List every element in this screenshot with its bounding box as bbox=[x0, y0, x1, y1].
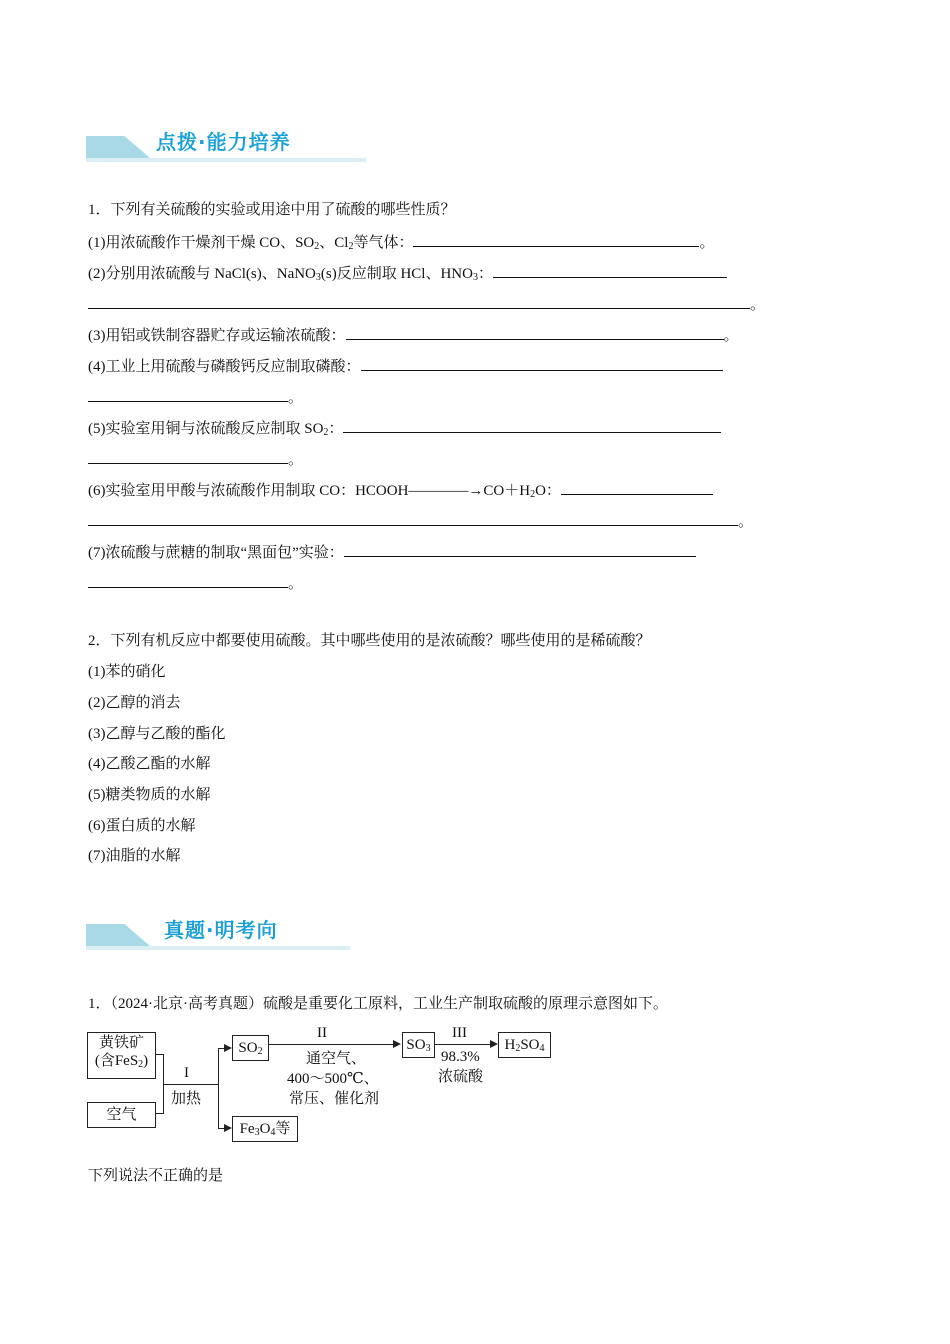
connector-line bbox=[155, 1054, 163, 1055]
so3-box: $SO_3$ bbox=[402, 1032, 435, 1058]
fe3o4-box: $Fe_3O_4$等 bbox=[232, 1116, 298, 1142]
question-stem: 2．下列有机反应中都要使用硫酸。其中哪些使用的是浓硫酸？哪些使用的是稀硫酸？ bbox=[88, 633, 651, 649]
arrow-line bbox=[268, 1044, 394, 1045]
question-item: (6)实验室用甲酸与浓硫酸作用制取 CO：$HCOOH――――\to CO+H_2O$： bbox=[88, 480, 713, 501]
list-item: (4)乙酸乙酯的水解 bbox=[88, 756, 211, 772]
step-ii-condition: 常压、催化剂 bbox=[289, 1091, 380, 1107]
answer-blank[interactable] bbox=[413, 232, 699, 247]
banner-decoration bbox=[86, 136, 150, 158]
answer-blank[interactable] bbox=[361, 356, 723, 371]
question-item: (5)实验室用铜与浓硫酸反应制取 $SO_2$： bbox=[88, 418, 721, 439]
question-prompt: 下列说法不正确的是 bbox=[88, 1168, 224, 1184]
step-iii-condition: 98.3% bbox=[441, 1049, 480, 1065]
arrow-head bbox=[224, 1124, 232, 1132]
step-i-label: I bbox=[184, 1065, 189, 1081]
list-item: (5)糖类物质的水解 bbox=[88, 787, 211, 803]
answer-blank[interactable] bbox=[344, 542, 696, 557]
question-item: (2)分别用浓硫酸与 NaCl(s)、NaNO$_3$(s)反应制取 HCl、$HNO_3$： bbox=[88, 263, 727, 284]
question-item-continued: 。 bbox=[88, 294, 765, 315]
connector-line bbox=[163, 1084, 218, 1085]
question-stem: 1．（2024·北京·高考真题）硫酸是重要化工原料，工业生产制取硫酸的原理示意图如下。 bbox=[88, 996, 668, 1012]
so2-box: $SO_2$ bbox=[232, 1035, 269, 1061]
question-item-continued: 。 bbox=[88, 511, 753, 532]
answer-blank[interactable] bbox=[493, 263, 727, 278]
reaction-arrow: ――――→ bbox=[408, 483, 484, 499]
step-iii-label: III bbox=[452, 1025, 467, 1041]
section-title: 点拨·能力培养 bbox=[156, 130, 291, 154]
question-item: (4)工业上用硫酸与磷酸钙反应制取磷酸： bbox=[88, 356, 723, 377]
arrow-line bbox=[434, 1044, 492, 1045]
answer-blank[interactable] bbox=[343, 418, 721, 433]
banner-underline bbox=[86, 158, 366, 162]
banner-decoration bbox=[86, 924, 150, 946]
arrow-head bbox=[393, 1040, 401, 1048]
arrow-head bbox=[224, 1044, 232, 1052]
step-i-condition: 加热 bbox=[171, 1091, 202, 1107]
list-item: (6)蛋白质的水解 bbox=[88, 818, 196, 834]
step-iii-condition: 浓硫酸 bbox=[438, 1069, 484, 1085]
air-box: 空气 bbox=[87, 1102, 156, 1128]
step-ii-condition: 通空气、 bbox=[306, 1051, 367, 1067]
connector-line bbox=[218, 1048, 219, 1128]
question-item-continued: 。 bbox=[88, 573, 303, 594]
list-item: (7)油脂的水解 bbox=[88, 848, 181, 864]
list-item: (1)苯的硝化 bbox=[88, 664, 166, 680]
answer-blank[interactable] bbox=[88, 294, 750, 309]
answer-blank[interactable] bbox=[346, 325, 724, 340]
question-item: (7)浓硫酸与蔗糖的制取“黑面包”实验： bbox=[88, 542, 696, 563]
arrow-head bbox=[490, 1040, 498, 1048]
question-item: (1)用浓硫酸作干燥剂干燥 CO、$SO_2$、$Cl_2$等气体： 。 bbox=[88, 232, 714, 253]
step-ii-condition: 400～500℃、 bbox=[287, 1071, 379, 1087]
answer-blank[interactable] bbox=[88, 449, 288, 464]
list-item: (3)乙醇与乙酸的酯化 bbox=[88, 726, 226, 742]
question-item: (3)用铝或铁制容器贮存或运输浓硫酸： 。 bbox=[88, 325, 739, 346]
step-ii-label: II bbox=[317, 1025, 327, 1041]
question-item-continued: 。 bbox=[88, 449, 303, 470]
list-item: (2)乙醇的消去 bbox=[88, 695, 181, 711]
answer-blank[interactable] bbox=[88, 573, 288, 588]
answer-blank[interactable] bbox=[561, 480, 713, 495]
connector-line bbox=[155, 1113, 163, 1114]
banner-underline bbox=[86, 946, 350, 950]
question-stem: 1．下列有关硫酸的实验或用途中用了硫酸的哪些性质？ bbox=[88, 202, 456, 218]
answer-blank[interactable] bbox=[88, 387, 288, 402]
answer-blank[interactable] bbox=[88, 511, 738, 526]
ore-box: 黄铁矿 (含FeS$_2$) bbox=[87, 1032, 156, 1079]
section-title: 真题·明考向 bbox=[164, 918, 278, 942]
h2so4-box: $H_2SO_4$ bbox=[498, 1032, 551, 1058]
question-item-continued: 。 bbox=[88, 387, 303, 408]
